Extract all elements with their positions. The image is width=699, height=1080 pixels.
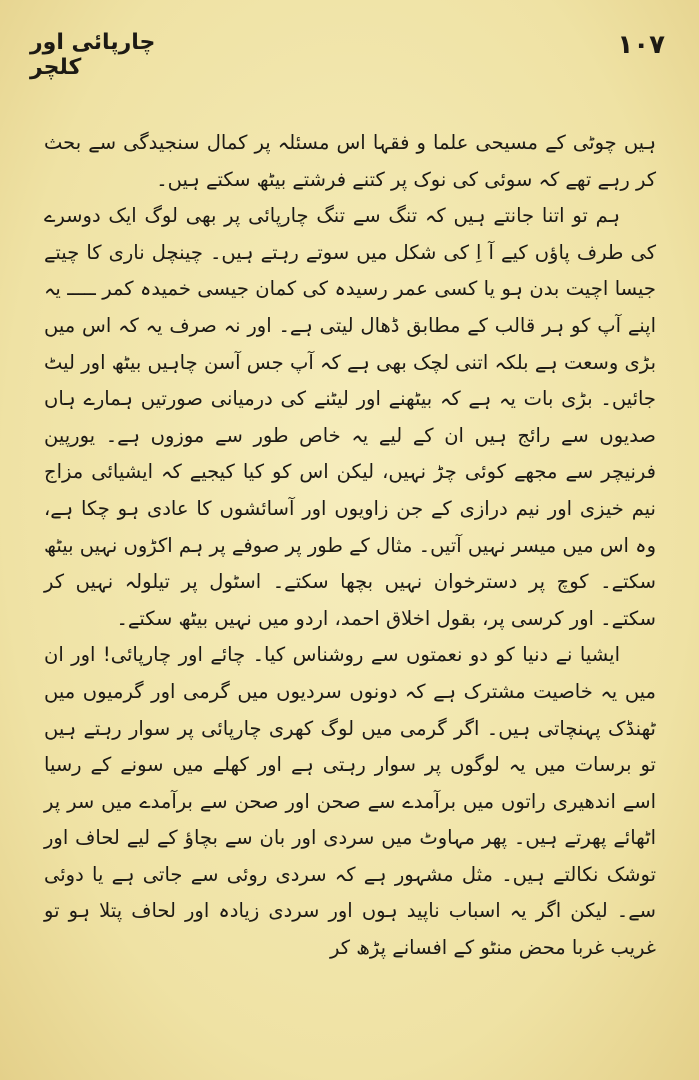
paragraph: ہیں چوٹی کے مسیحی علما و فقہا اس مسئلہ پر کمال سنجیدگی سے بحث کر رہے تھے کہ سوئی کی نوک پر کتنے فرشتے بیٹھ سکتے ہیں۔ <box>44 131 656 191</box>
paragraph: ایشیا نے دنیا کو دو نعمتوں سے روشناس کیا۔ چائے اور چارپائی! اور ان میں یہ خاصیت مشترک ہے کہ دونوں سردیوں میں گرمی اور گرمیوں میں ٹھنڈک پہنچاتی ہیں۔ اگر گرمی میں لوگ کھری چارپائی پر سوار رہتے ہیں تو برسات میں یہ لوگوں پر سوار رہتی ہے اور کھلے میں سونے کے رسیا اسے اندھیری راتوں میں برآمدے سے صحن اور صحن سے برآمدے میں سر پر اٹھائے پھرتے ہیں۔ پھر مہاوٹ میں سردی اور بان سے بچاؤ کے لیے لحاف اور توشک نکالتے ہیں۔ مثل مشہور ہے کہ سردی روئی سے جاتی ہے یا دوئی سے۔ لیکن اگر یہ اسباب ناپید ہوں اور سردی زیادہ اور لحاف پتلا ہو تو غریب غربا محض منٹو کے افسانے پڑھ کر <box>44 643 656 960</box>
page-number: ۱۰۷ <box>617 30 665 60</box>
page-body <box>44 125 656 967</box>
running-title: چارپائی اور کلچر <box>30 30 156 80</box>
paragraph: ہم تو اتنا جانتے ہیں کہ تنگ سے تنگ چارپائی پر بھی لوگ ایک دوسرے کی طرف پاؤں کیے آ اِ کی شکل میں سوتے رہتے ہیں۔ چینچل ناری کا چیتے جیسا اچیت بدن ہو یا کسی عمر رسیدہ کی کمان جیسی خمیدہ کمر ـــــ یہ اپنے آپ کو ہر قالب کے مطابق ڈھال لیتی ہے۔ اور نہ صرف یہ کہ اس میں بڑی وسعت ہے بلکہ اتنی لچک بھی ہے کہ آپ جس آسن چاہیں بیٹھ اور لیٹ جائیں۔ بڑی بات یہ ہے کہ بیٹھنے اور لیٹنے کی درمیانی صورتیں ہمارے ہاں صدیوں سے رائج ہیں ان کے لیے یہ خاص طور سے موزوں ہے۔ یورپین فرنیچر سے مجھے کوئی چڑ نہیں، لیکن اس کو کیا کیجیے کہ ایشیائی مزاج نیم خیزی اور نیم درازی کے جن زاویوں اور آسائشوں کا عادی ہو چکا ہے، وہ اس میں میسر نہیں آتیں۔ مثال کے طور پر صوفے پر ہم اکڑوں نہیں بیٹھ سکتے۔ کوچ پر دسترخوان نہیں بچھا سکتے۔ اسٹول پر تیلولہ نہیں کر سکتے۔ اور کرسی پر، بقول اخلاق احمد، اردو میں نہیں بیٹھ سکتے۔ <box>44 204 656 630</box>
